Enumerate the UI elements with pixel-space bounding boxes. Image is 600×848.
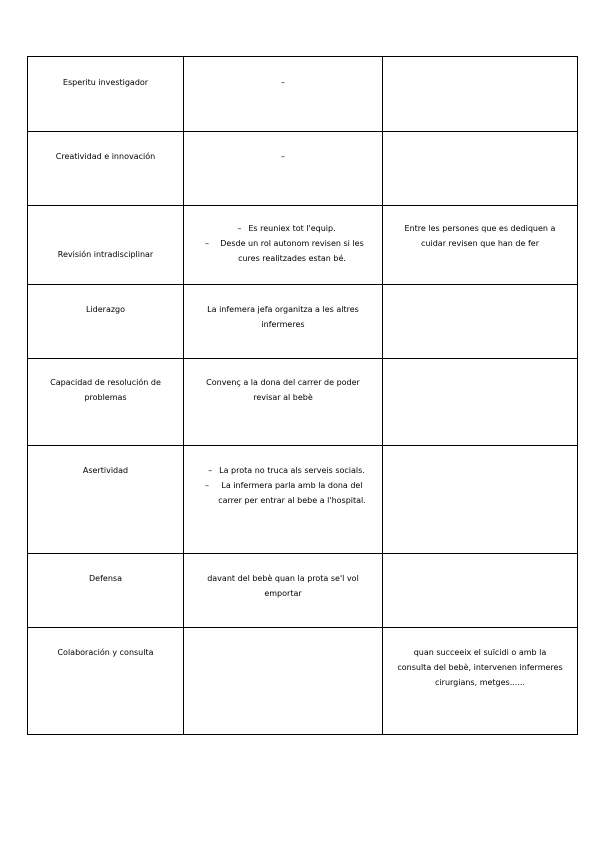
row-label-text: Esperitu investigador bbox=[62, 78, 149, 87]
row-description bbox=[184, 628, 383, 735]
row-description-text: – bbox=[281, 78, 285, 87]
row-description bbox=[184, 285, 383, 359]
bullet-text: La infermera parla amb la dona del carrer per entrar al bebe a l'hospital. bbox=[218, 481, 366, 505]
bullet-item bbox=[198, 463, 368, 478]
row-label-text: Revisión intradisciplinar bbox=[57, 250, 154, 259]
row-notes bbox=[383, 359, 578, 446]
row-label bbox=[28, 132, 184, 206]
row-notes bbox=[383, 132, 578, 206]
table-row bbox=[28, 628, 578, 735]
row-notes bbox=[383, 554, 578, 628]
row-label-text: Defensa bbox=[89, 574, 122, 583]
table-row bbox=[28, 132, 578, 206]
row-label bbox=[28, 206, 184, 285]
table-row bbox=[28, 285, 578, 359]
row-description-text: – bbox=[281, 152, 285, 161]
row-description bbox=[184, 359, 383, 446]
row-description bbox=[184, 57, 383, 132]
table-row bbox=[28, 359, 578, 446]
row-label-text: Capacidad de resolución de problemas bbox=[50, 378, 161, 402]
row-description bbox=[184, 132, 383, 206]
table-row bbox=[28, 554, 578, 628]
row-label-text: Asertividad bbox=[82, 466, 129, 475]
table-row bbox=[28, 57, 578, 132]
row-label bbox=[28, 628, 184, 735]
row-description-text: La infemera jefa organitza a les altres infermeres bbox=[207, 305, 359, 329]
row-notes bbox=[383, 285, 578, 359]
row-description-text: davant del bebè quan la prota se'l vol emportar bbox=[207, 574, 359, 598]
bullet-list bbox=[198, 463, 368, 508]
bullet-item bbox=[198, 221, 368, 236]
row-notes bbox=[383, 446, 578, 554]
row-label-text: Colaboración y consulta bbox=[57, 648, 154, 657]
bullet-dash: – bbox=[205, 239, 209, 248]
row-label-text: Creatividad e innovación bbox=[55, 152, 156, 161]
bullet-text: Desde un rol autonom revisen si les cures realitzades estan bé. bbox=[220, 239, 364, 263]
row-label bbox=[28, 554, 184, 628]
row-label bbox=[28, 285, 184, 359]
row-notes bbox=[383, 206, 578, 285]
row-description-text: Convenç a la dona del carrer de poder revisar al bebè bbox=[206, 378, 360, 402]
bullet-item bbox=[198, 236, 368, 266]
row-notes bbox=[383, 628, 578, 735]
row-label bbox=[28, 446, 184, 554]
row-notes-text: quan succeeix el suïcidi o amb la consulta del bebè, intervenen infermeres cirurgians, metges...... bbox=[397, 648, 563, 687]
table-row bbox=[28, 446, 578, 554]
row-description bbox=[184, 446, 383, 554]
bullet-text: Es reuniex tot l'equip. bbox=[248, 224, 336, 233]
row-label bbox=[28, 57, 184, 132]
bullet-text: La prota no truca als serveis socials. bbox=[219, 466, 365, 475]
bullet-list bbox=[198, 221, 368, 266]
bullet-dash: – bbox=[237, 224, 242, 233]
row-notes bbox=[383, 57, 578, 132]
bullet-dash: – bbox=[208, 466, 213, 475]
bullet-item bbox=[198, 478, 368, 508]
row-description bbox=[184, 554, 383, 628]
row-label-text: Liderazgo bbox=[85, 305, 126, 314]
row-label bbox=[28, 359, 184, 446]
row-notes-text: Entre les persones que es dediquen a cuidar revisen que han de fer bbox=[404, 224, 556, 248]
row-description bbox=[184, 206, 383, 285]
bullet-dash: – bbox=[205, 481, 209, 490]
table-row bbox=[28, 206, 578, 285]
competencies-table bbox=[27, 56, 578, 735]
